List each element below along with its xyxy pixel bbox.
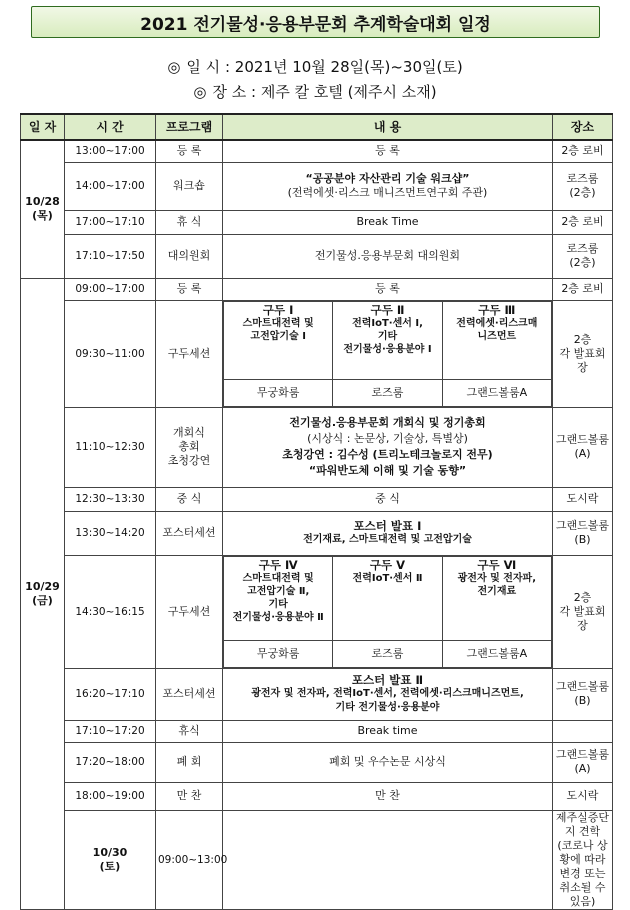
session-topic: 스마트대전력 및: [242, 572, 314, 584]
program-cell: 대의원회: [156, 234, 223, 278]
program-cell: [223, 810, 553, 909]
time-cell: 16:20~17:10: [65, 668, 156, 720]
time-cell: 17:10~17:50: [65, 234, 156, 278]
session-card: [442, 556, 551, 640]
place-floor: (A): [574, 447, 591, 460]
session-card: [442, 301, 551, 379]
time-cell: 12:30~13:30: [65, 487, 156, 511]
session-topic: 전기물성·응용분야 Ⅰ: [343, 343, 432, 355]
program-cell: 구두세션: [156, 300, 223, 407]
place-name: 로즈룸: [566, 172, 599, 185]
place-floor: 2층: [573, 332, 592, 346]
table-row: [21, 511, 613, 555]
session-topic: 고전압기술 Ⅰ: [250, 330, 306, 342]
time-cell: 09:00~13:00: [156, 810, 223, 909]
day3-date-cell: [65, 810, 156, 909]
place-floor: (2층): [569, 186, 596, 199]
program-cell: 휴 식: [156, 210, 223, 234]
place-name: 각 발표회장: [559, 604, 606, 632]
schedule-place-line: [0, 81, 630, 102]
time-cell: 14:00~17:00: [65, 162, 156, 210]
table-row: [21, 487, 613, 511]
poster-title: 포스터 발표 Ⅰ: [353, 519, 422, 533]
program-cell: 워크숍: [156, 162, 223, 210]
keynote-title: “파워반도체 이해 및 기술 동향”: [308, 464, 467, 477]
session-topic: 전력IoT·센서 Ⅱ: [352, 572, 423, 584]
session-topic: 고전압기술 Ⅱ,: [247, 585, 310, 597]
header-content: 내 용: [223, 114, 553, 140]
oral-sessions-cell: [223, 555, 553, 668]
day1-date-cell: [21, 140, 65, 278]
session-card: [224, 301, 333, 379]
program-cell: [156, 407, 223, 487]
program-cell: 등 록: [156, 140, 223, 162]
day2-date-cell: [21, 278, 65, 909]
session-title: 구두 Ⅵ: [477, 557, 517, 572]
content-cell: Break Time: [223, 210, 553, 234]
content-cell: 중 식: [223, 487, 553, 511]
place-name: 그랜드볼룸: [555, 433, 610, 446]
content-cell: [223, 162, 553, 210]
content-cell: Break time: [223, 720, 553, 742]
day2-weekday: (금): [32, 593, 53, 607]
session-topic: 기타: [377, 330, 398, 342]
session-topic: 전기재료: [477, 585, 517, 597]
program-line: 개회식: [173, 426, 205, 439]
day1-weekday: (목): [32, 209, 53, 223]
place-name: 각 발표회장: [559, 346, 606, 374]
header-row: [21, 114, 613, 140]
place-cell: 도시락: [553, 487, 613, 511]
header-date: 일 자: [21, 114, 65, 140]
tour-note: (코로나 상황에 따라 변경 또는 취소될 수 있음): [557, 838, 608, 908]
session-topic: 광전자 및 전자파,: [457, 572, 537, 584]
time-cell: 09:30~11:00: [65, 300, 156, 407]
schedule-table: [20, 113, 613, 910]
program-cell: 중 식: [156, 487, 223, 511]
session-title: 구두 Ⅱ: [370, 302, 405, 317]
session-room: 로즈룸: [333, 379, 442, 406]
place-label: 장 소 :: [212, 83, 257, 101]
tour-title: 제주실증단지 견학: [555, 810, 610, 838]
content-cell: [553, 810, 613, 909]
content-cell: [223, 668, 553, 720]
place-cell: [553, 407, 613, 487]
session-title: 구두 Ⅰ: [262, 302, 294, 317]
poster-topics: 기타 전기물성·응용분야: [335, 702, 440, 713]
time-cell: 18:00~19:00: [65, 782, 156, 810]
program-cell: 포스터세션: [156, 668, 223, 720]
session-room: 그랜드볼룸A: [442, 640, 551, 667]
program-line: 초청강연: [167, 454, 211, 467]
table-row: [21, 140, 613, 162]
table-row: [21, 210, 613, 234]
day3-weekday: (토): [99, 859, 121, 873]
keynote-speaker: 초청강연 : 김수성 (트리노테크놀로지 전무): [282, 448, 493, 461]
time-cell: 11:10~12:30: [65, 407, 156, 487]
session-title: 구두 Ⅴ: [369, 557, 406, 572]
workshop-title: “공공분야 자산관리 기술 워크샵”: [305, 172, 470, 185]
place-name: 그랜드볼룸: [555, 680, 610, 693]
day3-date: 10/30: [92, 845, 128, 859]
session-room: 로즈룸: [333, 640, 442, 667]
place-floor: (B): [574, 694, 591, 707]
place-floor: (A): [574, 762, 591, 775]
place-cell: [553, 720, 613, 742]
header-place: 장소: [553, 114, 613, 140]
place-value: 제주 칼 호텔 (제주시 소재): [260, 83, 437, 101]
place-name: 그랜드볼룸: [555, 519, 610, 532]
place-floor: (B): [574, 533, 591, 546]
place-name: 로즈룸: [566, 242, 599, 255]
program-line: 총회: [178, 440, 200, 453]
table-row: [21, 162, 613, 210]
place-cell: [553, 300, 613, 407]
bullet-icon: ◎: [167, 58, 181, 76]
content-cell: [223, 511, 553, 555]
table-row: [21, 234, 613, 278]
session-topic: 전기물성·응용분야 Ⅱ: [232, 611, 324, 623]
place-cell: [553, 162, 613, 210]
opening-title: 전기물성.응용부문회 개회식 및 정기총회: [289, 416, 486, 429]
table-row: [21, 810, 613, 909]
bullet-icon: ◎: [193, 83, 207, 101]
content-cell: 등 록: [223, 140, 553, 162]
table-row: [21, 407, 613, 487]
table-row: [21, 555, 613, 668]
place-cell: 2층 로비: [553, 140, 613, 162]
session-room: 무궁화룸: [224, 640, 333, 667]
session-room: 무궁화룸: [224, 379, 333, 406]
table-row: [21, 782, 613, 810]
schedule-date-line: [0, 56, 630, 77]
session-card: [224, 556, 333, 640]
program-cell: 구두세션: [156, 555, 223, 668]
poster-topics: 광전자 및 전자파, 전력IoT·센서, 전력에셋·리스크매니즈먼트,: [251, 688, 524, 699]
content-cell: 전기물성.응용부문회 대의원회: [223, 234, 553, 278]
table-row: [21, 742, 613, 782]
place-cell: 2층 로비: [553, 278, 613, 300]
place-cell: [553, 555, 613, 668]
time-cell: 17:00~17:10: [65, 210, 156, 234]
session-card: [333, 301, 442, 379]
place-cell: [553, 668, 613, 720]
header-program: 프로그램: [156, 114, 223, 140]
poster-title: 포스터 발표 Ⅱ: [351, 673, 424, 687]
session-title: 구두 Ⅳ: [258, 557, 298, 572]
program-cell: 휴식: [156, 720, 223, 742]
time-cell: 14:30~16:15: [65, 555, 156, 668]
date-label: 일 시 :: [186, 58, 230, 76]
place-cell: 2층 로비: [553, 210, 613, 234]
place-floor: (2층): [569, 256, 596, 269]
content-cell: 만 찬: [223, 782, 553, 810]
oral-sessions-grid: [223, 301, 552, 407]
session-topic: 스마트대전력 및: [242, 317, 314, 329]
session-topic: 니즈먼트: [477, 330, 517, 342]
program-cell: 폐 회: [156, 742, 223, 782]
session-room: 그랜드볼룸A: [442, 379, 551, 406]
time-cell: 13:30~14:20: [65, 511, 156, 555]
day2-date: 10/29: [25, 579, 60, 593]
awards-line: (시상식 : 논문상, 기술상, 특별상): [307, 432, 468, 445]
content-cell: [223, 407, 553, 487]
place-cell: [553, 511, 613, 555]
program-cell: 포스터세션: [156, 511, 223, 555]
program-cell: 만 찬: [156, 782, 223, 810]
table-row: [21, 278, 613, 300]
header-time: 시 간: [65, 114, 156, 140]
place-cell: 도시락: [553, 782, 613, 810]
table-row: [21, 720, 613, 742]
oral-sessions-grid: [223, 556, 552, 668]
session-topic: 전력IoT·센서 Ⅰ,: [352, 317, 423, 329]
place-name: 그랜드볼룸: [555, 748, 610, 761]
session-topic: 기타: [268, 598, 288, 610]
time-cell: 17:10~17:20: [65, 720, 156, 742]
place-cell: [553, 742, 613, 782]
date-value: 2021년 10월 28일(목)~30일(토): [234, 58, 463, 76]
session-title: 구두 Ⅲ: [478, 302, 516, 317]
place-cell: [553, 234, 613, 278]
table-row: [21, 300, 613, 407]
workshop-host: (전력에셋·리스크 매니즈먼트연구회 주관): [287, 186, 488, 199]
content-cell: 폐회 및 우수논문 시상식: [223, 742, 553, 782]
content-cell: 등 록: [223, 278, 553, 300]
table-row: [21, 668, 613, 720]
time-cell: 09:00~17:00: [65, 278, 156, 300]
program-cell: 등 록: [156, 278, 223, 300]
page-title: 2021 전기물성·응용부문회 추계학술대회 일정: [31, 6, 600, 38]
session-card: [333, 556, 442, 640]
time-cell: 13:00~17:00: [65, 140, 156, 162]
oral-sessions-cell: [223, 300, 553, 407]
poster-topics: 전기재료, 스마트대전력 및 고전압기술: [303, 534, 472, 545]
day1-date: 10/28: [25, 195, 60, 209]
time-cell: 17:20~18:00: [65, 742, 156, 782]
place-floor: 2층: [573, 590, 592, 604]
session-topic: 전력에셋·리스크매: [456, 317, 538, 329]
